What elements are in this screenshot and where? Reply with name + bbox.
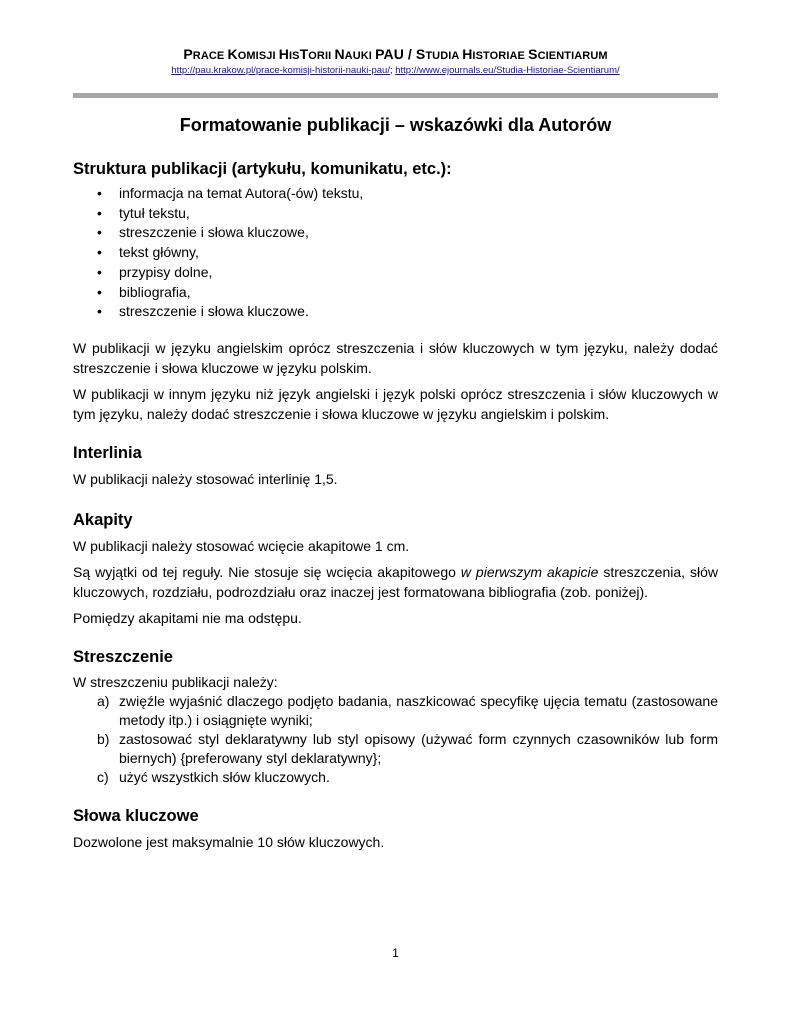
bullet-icon: •: [97, 303, 102, 320]
page-number: 1: [392, 946, 399, 960]
bullet-icon: •: [97, 244, 102, 261]
akapity-text-indent: W publikacji należy stosować wcięcie akapitowe 1 cm.: [73, 537, 410, 554]
akapity-exceptions-paragraph: Są wyjątki od tej reguły. Nie stosuje się wcięcia akapitowego w pierwszym akapicie streszczenia, słów kluczowych, rozdziału, podrozdziału oraz inaczej jest formatowana bibliografia (zob. poniżej).: [73, 563, 718, 600]
journal-header: [0, 46, 791, 76]
bullet-icon: •: [97, 204, 102, 221]
english-publication-paragraph: W publikacji w języku angielskim oprócz streszczenia i słów kluczowych w tym języku, należy dodać streszczenie i słowa kluczowe w języku polskim.: [73, 339, 718, 376]
list-item: c) użyć wszystkich słów kluczowych.: [97, 768, 330, 785]
journal-links: [0, 65, 791, 76]
document-title: Formatowanie publikacji – wskazówki dla Autorów: [179, 115, 612, 135]
list-item: • bibliografia,: [73, 283, 718, 303]
streszczenie-intro: W streszczeniu publikacji należy:: [73, 673, 278, 690]
other-language-paragraph: W publikacji w innym języku niż język angielski i język polski oprócz streszczenia i słów kluczowych w tym języku, należy dodać streszczenie i słowa kluczowe w języku angielskim i polskim.: [73, 385, 718, 422]
list-item: a) zwięźle wyjaśnić dlaczego podjęto badania, naszkicować specyfikę ujęcia tematu (zastosowane metody itp.) i osiągnięte wyniki;: [97, 692, 718, 728]
structure-list: [73, 184, 718, 322]
list-item: • przypisy dolne,: [73, 263, 718, 283]
list-item: • streszczenie i słowa kluczowe,: [73, 223, 718, 243]
list-item: • tytuł tekstu,: [73, 204, 718, 224]
list-item: b) zastosować styl deklaratywny lub styl opisowy (używać form czynnych czasowników lub form biernych) {preferowany styl deklaratywny};: [97, 730, 718, 766]
header-divider: [73, 93, 718, 98]
slowa-kluczowe-heading: Słowa kluczowe: [73, 806, 199, 825]
list-item: • streszczenie i słowa kluczowe.: [73, 302, 718, 322]
bullet-icon: •: [97, 263, 102, 280]
list-item: • tekst główny,: [73, 243, 718, 263]
list-item: • informacja na temat Autora(-ów) tekstu,: [73, 184, 718, 204]
bullet-icon: •: [97, 185, 102, 201]
structure-heading: Struktura publikacji (artykułu, komunikatu, etc.):: [73, 160, 452, 178]
list-marker: b): [97, 730, 110, 747]
slowa-kluczowe-text: Dozwolone jest maksymalnie 10 słów kluczowych.: [73, 833, 385, 850]
interlinia-text: W publikacji należy stosować interlinię 1,5.: [73, 470, 338, 487]
ejournals-link[interactable]: http://www.ejournals.eu/Studia-Historiae-Scientiarum/: [395, 65, 620, 76]
list-marker: c): [97, 768, 109, 785]
streszczenie-list: [73, 692, 718, 787]
bullet-icon: •: [97, 224, 102, 241]
document-body: [73, 108, 718, 852]
link-separator: ;: [389, 65, 396, 76]
journal-title: PRACE KOMISJI HISTORII NAUKI PAU / STUDIA HISTORIAE SCIENTIARUM: [183, 46, 608, 62]
pau-link[interactable]: http://pau.krakow.pl/prace-komisji-historii-nauki-pau/: [171, 65, 390, 76]
akapity-spacing-text: Pomiędzy akapitami nie ma odstępu.: [73, 609, 302, 626]
bullet-icon: •: [97, 283, 102, 300]
interlinia-heading: Interlinia: [73, 443, 142, 462]
streszczenie-heading: Streszczenie: [73, 647, 173, 666]
list-marker: a): [97, 692, 110, 709]
akapity-heading: Akapity: [73, 510, 133, 529]
